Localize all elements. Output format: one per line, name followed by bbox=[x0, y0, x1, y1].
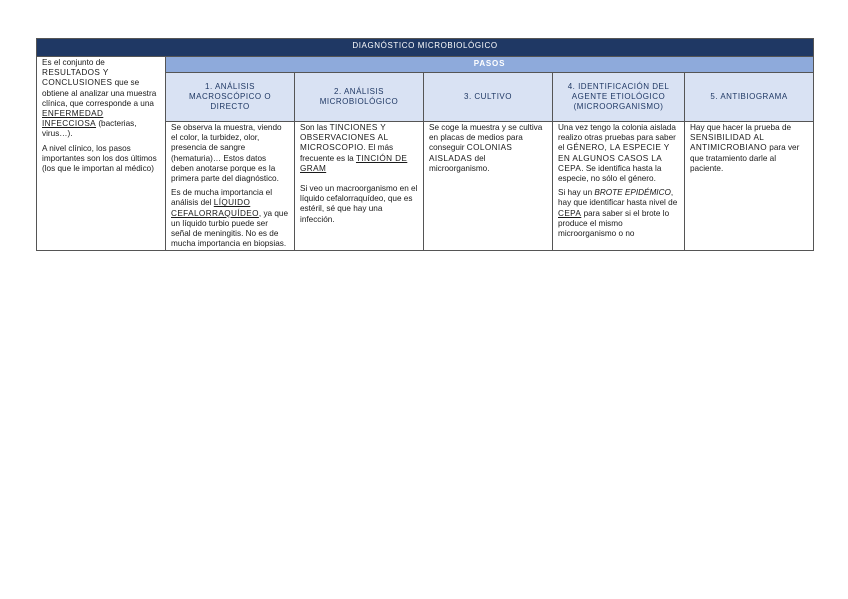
step-cell-3 bbox=[424, 122, 553, 251]
step4-keyword: GÉNERO, LA ESPECIE Y EN ALGUNOS CASOS LA CEPA bbox=[558, 143, 670, 173]
step-header-4: 4. IDENTIFICACIÓN DEL AGENTE ETIOLÓGICO (MICROORGANISMO) bbox=[553, 73, 685, 122]
step2-keyword: TINCIONES Y OBSERVACIONES AL MICROSCOPIO bbox=[300, 123, 389, 153]
intro-cell bbox=[37, 57, 166, 251]
step3-paragraph bbox=[429, 123, 547, 174]
step1-text: Es de mucha importancia el análisis del bbox=[171, 188, 273, 208]
step5-paragraph bbox=[690, 123, 808, 174]
step1-text: , ya que un líquido turbio puede ser señal de meningitis. No es de mucha importancia en biopsias. bbox=[171, 208, 289, 249]
step1-underlined-keyword: LÍQUIDO CEFALORRAQUÍDEO bbox=[171, 198, 259, 218]
step-header-5: 5. ANTIBIOGRAMA bbox=[685, 73, 814, 122]
step3-keyword: COLONIAS AISLADAS bbox=[429, 143, 513, 163]
step4-paragraph bbox=[558, 123, 679, 184]
step-header-1: 1. ANÁLISIS MACROSCÓPICO O DIRECTO bbox=[166, 73, 295, 122]
step-header-3: 3. CULTIVO bbox=[424, 73, 553, 122]
pasos-header: PASOS bbox=[166, 57, 814, 73]
step4-paragraph bbox=[558, 188, 679, 239]
step-cell-4 bbox=[553, 122, 685, 251]
table-title: DIAGNÓSTICO MICROBIOLÓGICO bbox=[37, 39, 814, 57]
step2-text: Son las bbox=[300, 123, 330, 132]
diagnostico-table bbox=[36, 38, 814, 251]
step4-text: Una vez tengo la colonia aislada realizo otras pruebas para saber el bbox=[558, 123, 676, 153]
step-cell-5 bbox=[685, 122, 814, 251]
step-header-2: 2. ANÁLISIS MICROBIOLÓGICO bbox=[295, 73, 424, 122]
step-cell-1 bbox=[166, 122, 295, 251]
intro-text: Es el conjunto de bbox=[42, 58, 105, 67]
step2-paragraph: Si veo un macroorganismo en el líquido cefalorraquídeo, que es estéril, sé que hay una infección. bbox=[300, 184, 418, 224]
intro-paragraph bbox=[42, 58, 160, 140]
step4-text: . Se identifica hasta la especie, no sólo el género. bbox=[558, 163, 662, 184]
step4-text: para saber si el brote lo produce el mismo microorganismo o no bbox=[558, 208, 670, 239]
step2-paragraph bbox=[300, 123, 418, 174]
step4-italic-keyword: BROTE EPIDÉMICO bbox=[594, 188, 671, 198]
intro-underlined-keyword: ENFERMEDAD INFECCIOSA bbox=[42, 109, 104, 129]
step4-underlined-keyword: CEPA bbox=[558, 208, 582, 218]
step3-text: del microorganismo. bbox=[429, 153, 490, 173]
step1-paragraph: Se observa la muestra, viendo el color, la turbidez, olor, presencia de sangre (hematuria)… Estos datos deben anotarse porque es la primera parte del diagnóstico. bbox=[171, 123, 282, 184]
intro-note: A nivel clínico, los pasos importantes son los dos últimos (los que le importan al médico) bbox=[42, 143, 157, 174]
intro-keyword: RESULTADOS Y CONCLUSIONES bbox=[42, 68, 113, 88]
step4-text: , hay que identificar hasta nivel de bbox=[558, 188, 678, 208]
step2-text: . El más frecuente es la bbox=[300, 143, 394, 163]
step4-text: Si hay un bbox=[558, 188, 595, 198]
step5-keyword: SENSIBILIDAD AL ANTIMICROBIANO bbox=[690, 133, 768, 153]
step3-text: Se coge la muestra y se cultiva en placas de medios para conseguir bbox=[429, 123, 543, 153]
step5-text: Hay que hacer la prueba de bbox=[690, 123, 792, 132]
intro-text: (bacterias, virus…). bbox=[42, 119, 137, 139]
step5-text: para ver que tratamiento darle al paciente. bbox=[690, 143, 800, 173]
intro-text: que se obtiene al analizar una muestra clínica, que corresponde a una bbox=[42, 78, 157, 108]
step-cell-2 bbox=[295, 122, 424, 251]
step1-paragraph bbox=[171, 188, 289, 249]
step2-underlined-keyword: TINCIÓN DE GRAM bbox=[300, 153, 408, 173]
